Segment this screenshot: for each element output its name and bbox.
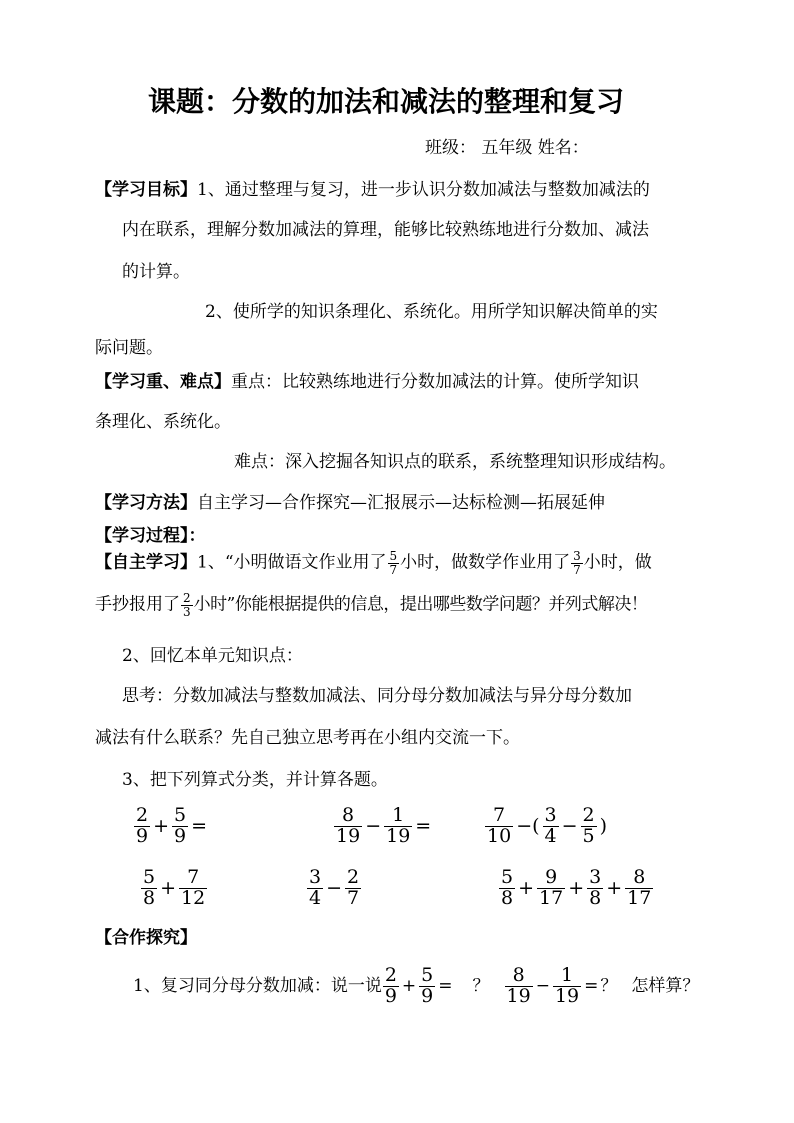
objective-item1-line3: 的计算。 bbox=[122, 262, 190, 282]
method-label: 【学习方法】 bbox=[95, 493, 197, 513]
self-study-label: 【自主学习】 bbox=[95, 552, 197, 573]
method-line bbox=[95, 493, 605, 513]
self-study-q3: 3、把下列算式分类，并计算各题。 bbox=[122, 770, 388, 790]
expression-5: $\frac{3}{4}$ − $\frac{2}{7}$ bbox=[309, 866, 360, 909]
method-text: 自主学习—合作探究—汇报展示—达标检测—拓展延伸 bbox=[197, 493, 605, 513]
q1-text-c: 小时，做 bbox=[583, 552, 652, 573]
class-name-line: 班级： 五年级 姓名： bbox=[425, 138, 589, 158]
cooperate-q1-text-b: ？ bbox=[472, 975, 490, 996]
objective-line-1 bbox=[95, 180, 650, 200]
q1-text-a: 1、“小明做语文作业用了 bbox=[197, 552, 387, 573]
think-line-1: 思考：分数加减法与整数加减法、同分母分数加减法与异分母分数加 bbox=[122, 686, 632, 706]
self-study-q1-line2 bbox=[95, 592, 647, 618]
fraction: $\frac{5}{7}$ bbox=[389, 549, 398, 577]
objective-item1-line1: 1、通过整理与复习，进一步认识分数加减法与整数加减法的 bbox=[197, 180, 650, 200]
cooperate-q1-text-a: 1、复习同分母分数加减：说一说 bbox=[133, 975, 382, 996]
self-study-q2: 2、回忆本单元知识点： bbox=[122, 646, 303, 666]
cooperate-q1: 1、复习同分母分数加减：说一说 $\frac{2}{9}$ + $\frac{5}{9}$ = ？ $\frac{8}{19}$ − $\frac{1}{19}$ = ？ 怎样算？ bbox=[133, 964, 700, 1007]
expression-6: $\frac{5}{8}$ + $\frac{9}{17}$ + $\frac{3}{8}$ + $\frac{8}{17}$ bbox=[501, 866, 652, 909]
self-study-q1-line1 bbox=[95, 550, 652, 576]
fraction: $\frac{3}{7}$ bbox=[573, 549, 581, 577]
q1-text-d: 手抄报用了 bbox=[95, 594, 180, 615]
q1-text-b: 小时，做数学作业用了 bbox=[400, 552, 571, 573]
cooperate-label: 【合作探究】 bbox=[95, 928, 197, 948]
fraction: $\frac{2}{3}$ bbox=[183, 591, 191, 619]
keypoints-difficulty: 难点：深入挖掘各知识点的联系，系统整理知识形成结构。 bbox=[234, 452, 676, 472]
q1-text-e: 小时”你能根据提供的信息，提出哪些数学问题？并列式解决！ bbox=[193, 594, 648, 615]
objective-label: 【学习目标】 bbox=[95, 180, 197, 200]
cooperate-q1-text-c: ？ bbox=[600, 975, 618, 996]
expression-2: $\frac{8}{19}$ − $\frac{1}{19}$ = bbox=[336, 804, 432, 847]
objective-item2-line2: 际问题。 bbox=[95, 338, 163, 358]
expression-4: $\frac{5}{8}$ + $\frac{7}{12}$ bbox=[143, 866, 206, 909]
keypoints-label: 【学习重、难点】 bbox=[95, 372, 231, 392]
think-line-2: 减法有什么联系？先自己独立思考再在小组内交流一下。 bbox=[95, 728, 520, 748]
objective-item1-line2: 内在联系，理解分数加减法的算理，能够比较熟练地进行分数加、减法 bbox=[122, 220, 649, 240]
process-label: 【学习过程】： bbox=[95, 526, 206, 546]
expression-3: $\frac{7}{10}$ −( $\frac{3}{4}$ − $\frac{2}{5}$ ) bbox=[487, 804, 608, 847]
cooperate-q1-text-d: 怎样算？ bbox=[631, 975, 700, 996]
page-title: 课题：分数的加法和减法的整理和复习 bbox=[148, 85, 625, 118]
keypoints-line-1 bbox=[95, 372, 639, 392]
objective-item2-line1: 2、使所学的知识条理化、系统化。用所学知识解决简单的实 bbox=[205, 302, 658, 322]
keypoints-line-2: 条理化、系统化。 bbox=[95, 412, 231, 432]
expression-1: $\frac{2}{9}$ + $\frac{5}{9}$ = bbox=[136, 804, 208, 847]
keypoints-focus: 重点：比较熟练地进行分数加减法的计算。使所学知识 bbox=[231, 372, 639, 392]
